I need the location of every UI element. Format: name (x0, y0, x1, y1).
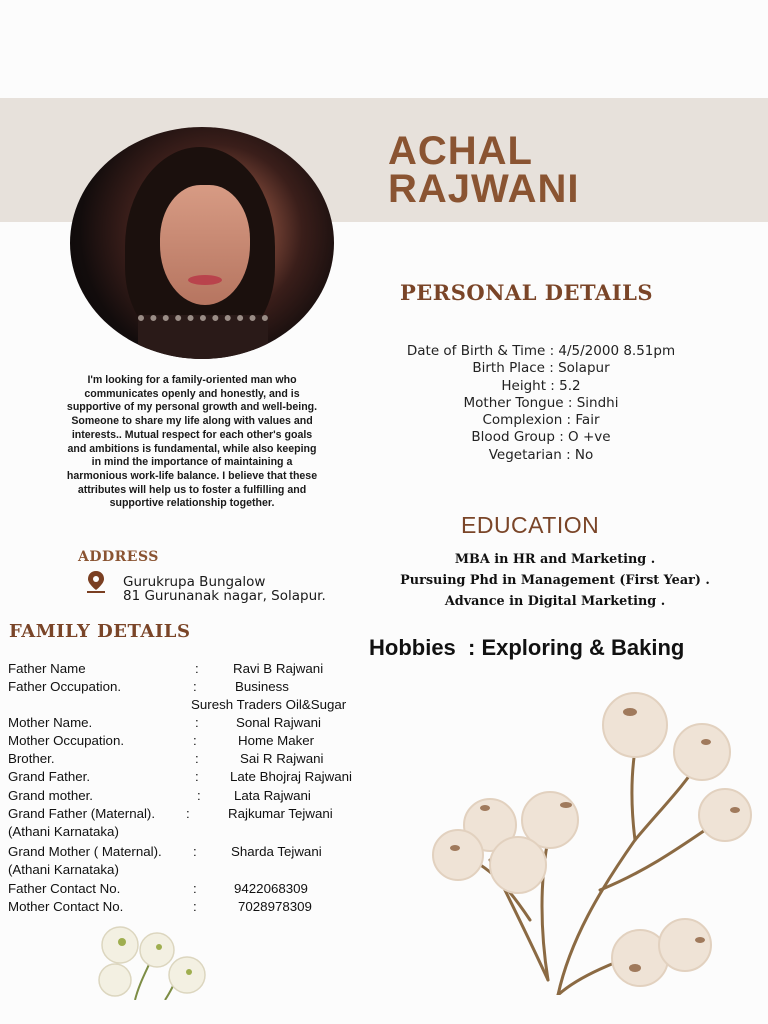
address-line-1: Gurukrupa Bungalow (123, 574, 266, 590)
name-first: ACHAL (388, 129, 533, 173)
family-row-label: Father Occupation. (8, 679, 122, 694)
personal-detail-line: Height : 5.2 (501, 377, 581, 394)
personal-details-heading: PERSONAL DETAILS (400, 280, 654, 305)
family-row-label: (Athani Karnataka) (8, 862, 119, 877)
family-row-label: Father Contact No. (8, 881, 121, 896)
about-paragraph: I'm looking for a family-oriented man who communicates openly and honestly, and is supportive of my personal growth and well-being. Someone to share my life along with values and interests.. Mutual respect for each other's goals and ambitions is fundamental, while also keeping in mind the importance of maintaining a harmonious work-life balance. I believe that these attributes will help us to foster a fulfilling and supportive relationship together. (66, 374, 318, 510)
family-row-label: (Athani Karnataka) (8, 824, 119, 839)
education-line: MBA in HR and Marketing . (454, 552, 656, 567)
family-row-label: Mother Contact No. (8, 899, 124, 914)
name-last: RAJWANI (388, 167, 580, 211)
family-row-value: Rajkumar Tejwani (228, 806, 333, 821)
family-row-separator: : (195, 751, 199, 766)
personal-detail-line: Complexion : Fair (482, 412, 600, 429)
family-row-value: Ravi B Rajwani (233, 661, 324, 676)
family-row-separator: : (186, 806, 190, 821)
address-line-2: 81 Gurunanak nagar, Solapur. (123, 588, 326, 604)
personal-detail-line: Birth Place : Solapur (472, 360, 610, 377)
profile-photo (70, 127, 334, 359)
photo-neckline (138, 315, 268, 359)
family-row-label: Mother Name. (8, 715, 93, 730)
family-row-value: Home Maker (238, 733, 315, 748)
family-row-separator: : (195, 715, 199, 730)
family-details-heading: FAMILY DETAILS (9, 621, 191, 642)
photo-lips (188, 275, 222, 285)
personal-details-list (350, 343, 732, 464)
address-heading: ADDRESS (78, 549, 159, 565)
family-row-label: Father Name (8, 661, 86, 676)
personal-detail-line: Mother Tongue : Sindhi (463, 394, 619, 411)
flower-illustration-left (95, 920, 215, 1000)
personal-detail-line: Blood Group : O +ve (471, 429, 611, 446)
family-row-value: Suresh Traders Oil&Sugar (191, 697, 347, 712)
family-row-value: 7028978309 (238, 899, 312, 914)
family-row-separator: : (193, 881, 197, 896)
family-row-separator: : (193, 844, 197, 859)
education-list (380, 549, 730, 612)
family-row-label: Grand Father (Maternal). (8, 806, 156, 821)
family-row-value: 9422068309 (234, 881, 308, 896)
family-row-value: Business (235, 679, 289, 694)
education-line: Advance in Digital Marketing . (444, 594, 666, 609)
family-row-separator: : (195, 769, 199, 784)
family-row-label: Mother Occupation. (8, 733, 125, 748)
address-text (123, 575, 326, 603)
family-row-separator: : (193, 679, 197, 694)
family-row-separator: : (195, 661, 199, 676)
hobbies-text: Hobbies : Exploring & Baking (369, 635, 685, 660)
family-row-label: Brother. (8, 751, 55, 766)
family-row-separator: : (193, 899, 197, 914)
family-row-value: Sai R Rajwani (240, 751, 324, 766)
photo-face (160, 185, 250, 305)
profile-name (388, 129, 580, 211)
family-row-value: Sonal Rajwani (236, 715, 322, 730)
family-row-label: Grand Father. (8, 769, 91, 784)
personal-detail-line: Date of Birth & Time : 4/5/2000 8.51pm (406, 343, 676, 359)
family-row-value: Lata Rajwani (234, 788, 311, 803)
family-row-label: Grand mother. (8, 788, 93, 803)
education-line: Pursuing Phd in Management (First Year) . (400, 573, 710, 588)
family-row-label: Grand Mother ( Maternal). (8, 844, 162, 859)
location-pin-icon (86, 570, 106, 594)
family-row-separator: : (193, 733, 197, 748)
personal-detail-line: Vegetarian : No (488, 446, 594, 463)
family-row-value: Sharda Tejwani (231, 844, 322, 859)
family-row-value: Late Bhojraj Rajwani (230, 769, 352, 784)
education-heading: EDUCATION (461, 512, 600, 538)
family-row-separator: : (197, 788, 201, 803)
flower-illustration-right (430, 690, 768, 995)
